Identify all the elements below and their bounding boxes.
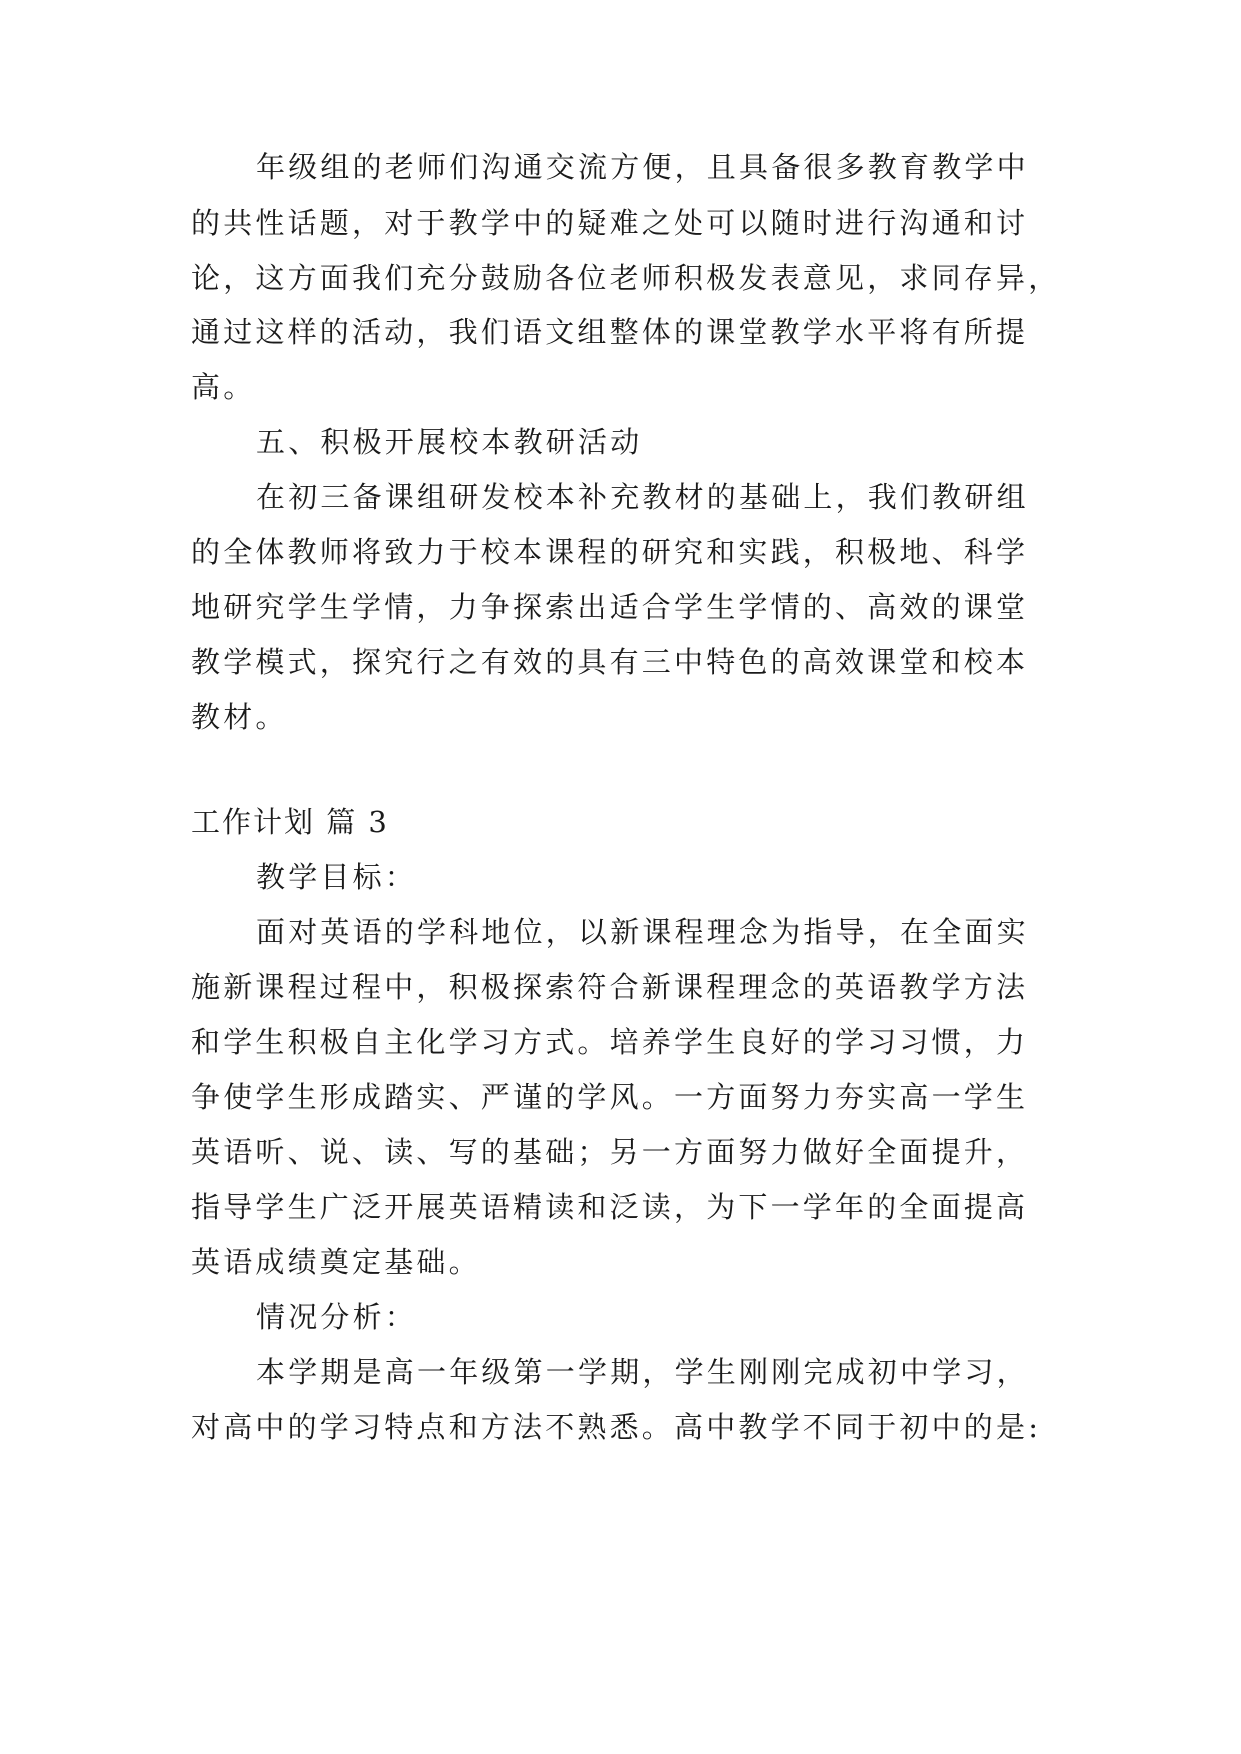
paragraph-line: 教材。 <box>191 700 288 734</box>
paragraph-line: 和学生积极自主化学习方式。培养学生良好的学习习惯，力 <box>191 1025 1029 1059</box>
paragraph-line: 在初三备课组研发校本补充教材的基础上，我们教研组 <box>256 480 1029 514</box>
paragraph-line: 论，这方面我们充分鼓励各位老师积极发表意见，求同存异， <box>191 261 1061 295</box>
paragraph-line: 高。 <box>191 370 256 404</box>
subsection-label: 教学目标： <box>256 860 418 894</box>
paragraph-line: 教学模式，探究行之有效的具有三中特色的高效课堂和校本 <box>191 645 1029 679</box>
paragraph-line: 地研究学生学情，力争探索出适合学生学情的、高效的课堂 <box>191 590 1029 624</box>
subsection-label: 情况分析： <box>256 1300 418 1334</box>
paragraph-line: 争使学生形成踏实、严谨的学风。一方面努力夯实高一学生 <box>191 1080 1029 1114</box>
paragraph-line: 英语听、说、读、写的基础；另一方面努力做好全面提升， <box>191 1135 1029 1169</box>
paragraph-line: 的共性话题，对于教学中的疑难之处可以随时进行沟通和讨 <box>191 206 1029 240</box>
paragraph-line: 对高中的学习特点和方法不熟悉。高中教学不同于初中的是: <box>191 1410 1042 1444</box>
paragraph-line: 本学期是高一年级第一学期，学生刚刚完成初中学习， <box>256 1355 1029 1389</box>
paragraph-line: 面对英语的学科地位，以新课程理念为指导，在全面实 <box>256 915 1029 949</box>
paragraph-line: 英语成绩奠定基础。 <box>191 1245 481 1279</box>
paragraph-line: 的全体教师将致力于校本课程的研究和实践，积极地、科学 <box>191 535 1029 569</box>
paragraph-line: 年级组的老师们沟通交流方便，且具备很多教育教学中 <box>256 150 1029 184</box>
section-heading: 五、积极开展校本教研活动 <box>256 425 643 459</box>
paragraph-line: 通过这样的活动，我们语文组整体的课堂教学水平将有所提 <box>191 315 1029 349</box>
paragraph-line: 指导学生广泛开展英语精读和泛读，为下一学年的全面提高 <box>191 1190 1029 1224</box>
paragraph-line: 施新课程过程中，积极探索符合新课程理念的英语教学方法 <box>191 970 1029 1004</box>
section-title: 工作计划 篇 3 <box>191 805 389 839</box>
